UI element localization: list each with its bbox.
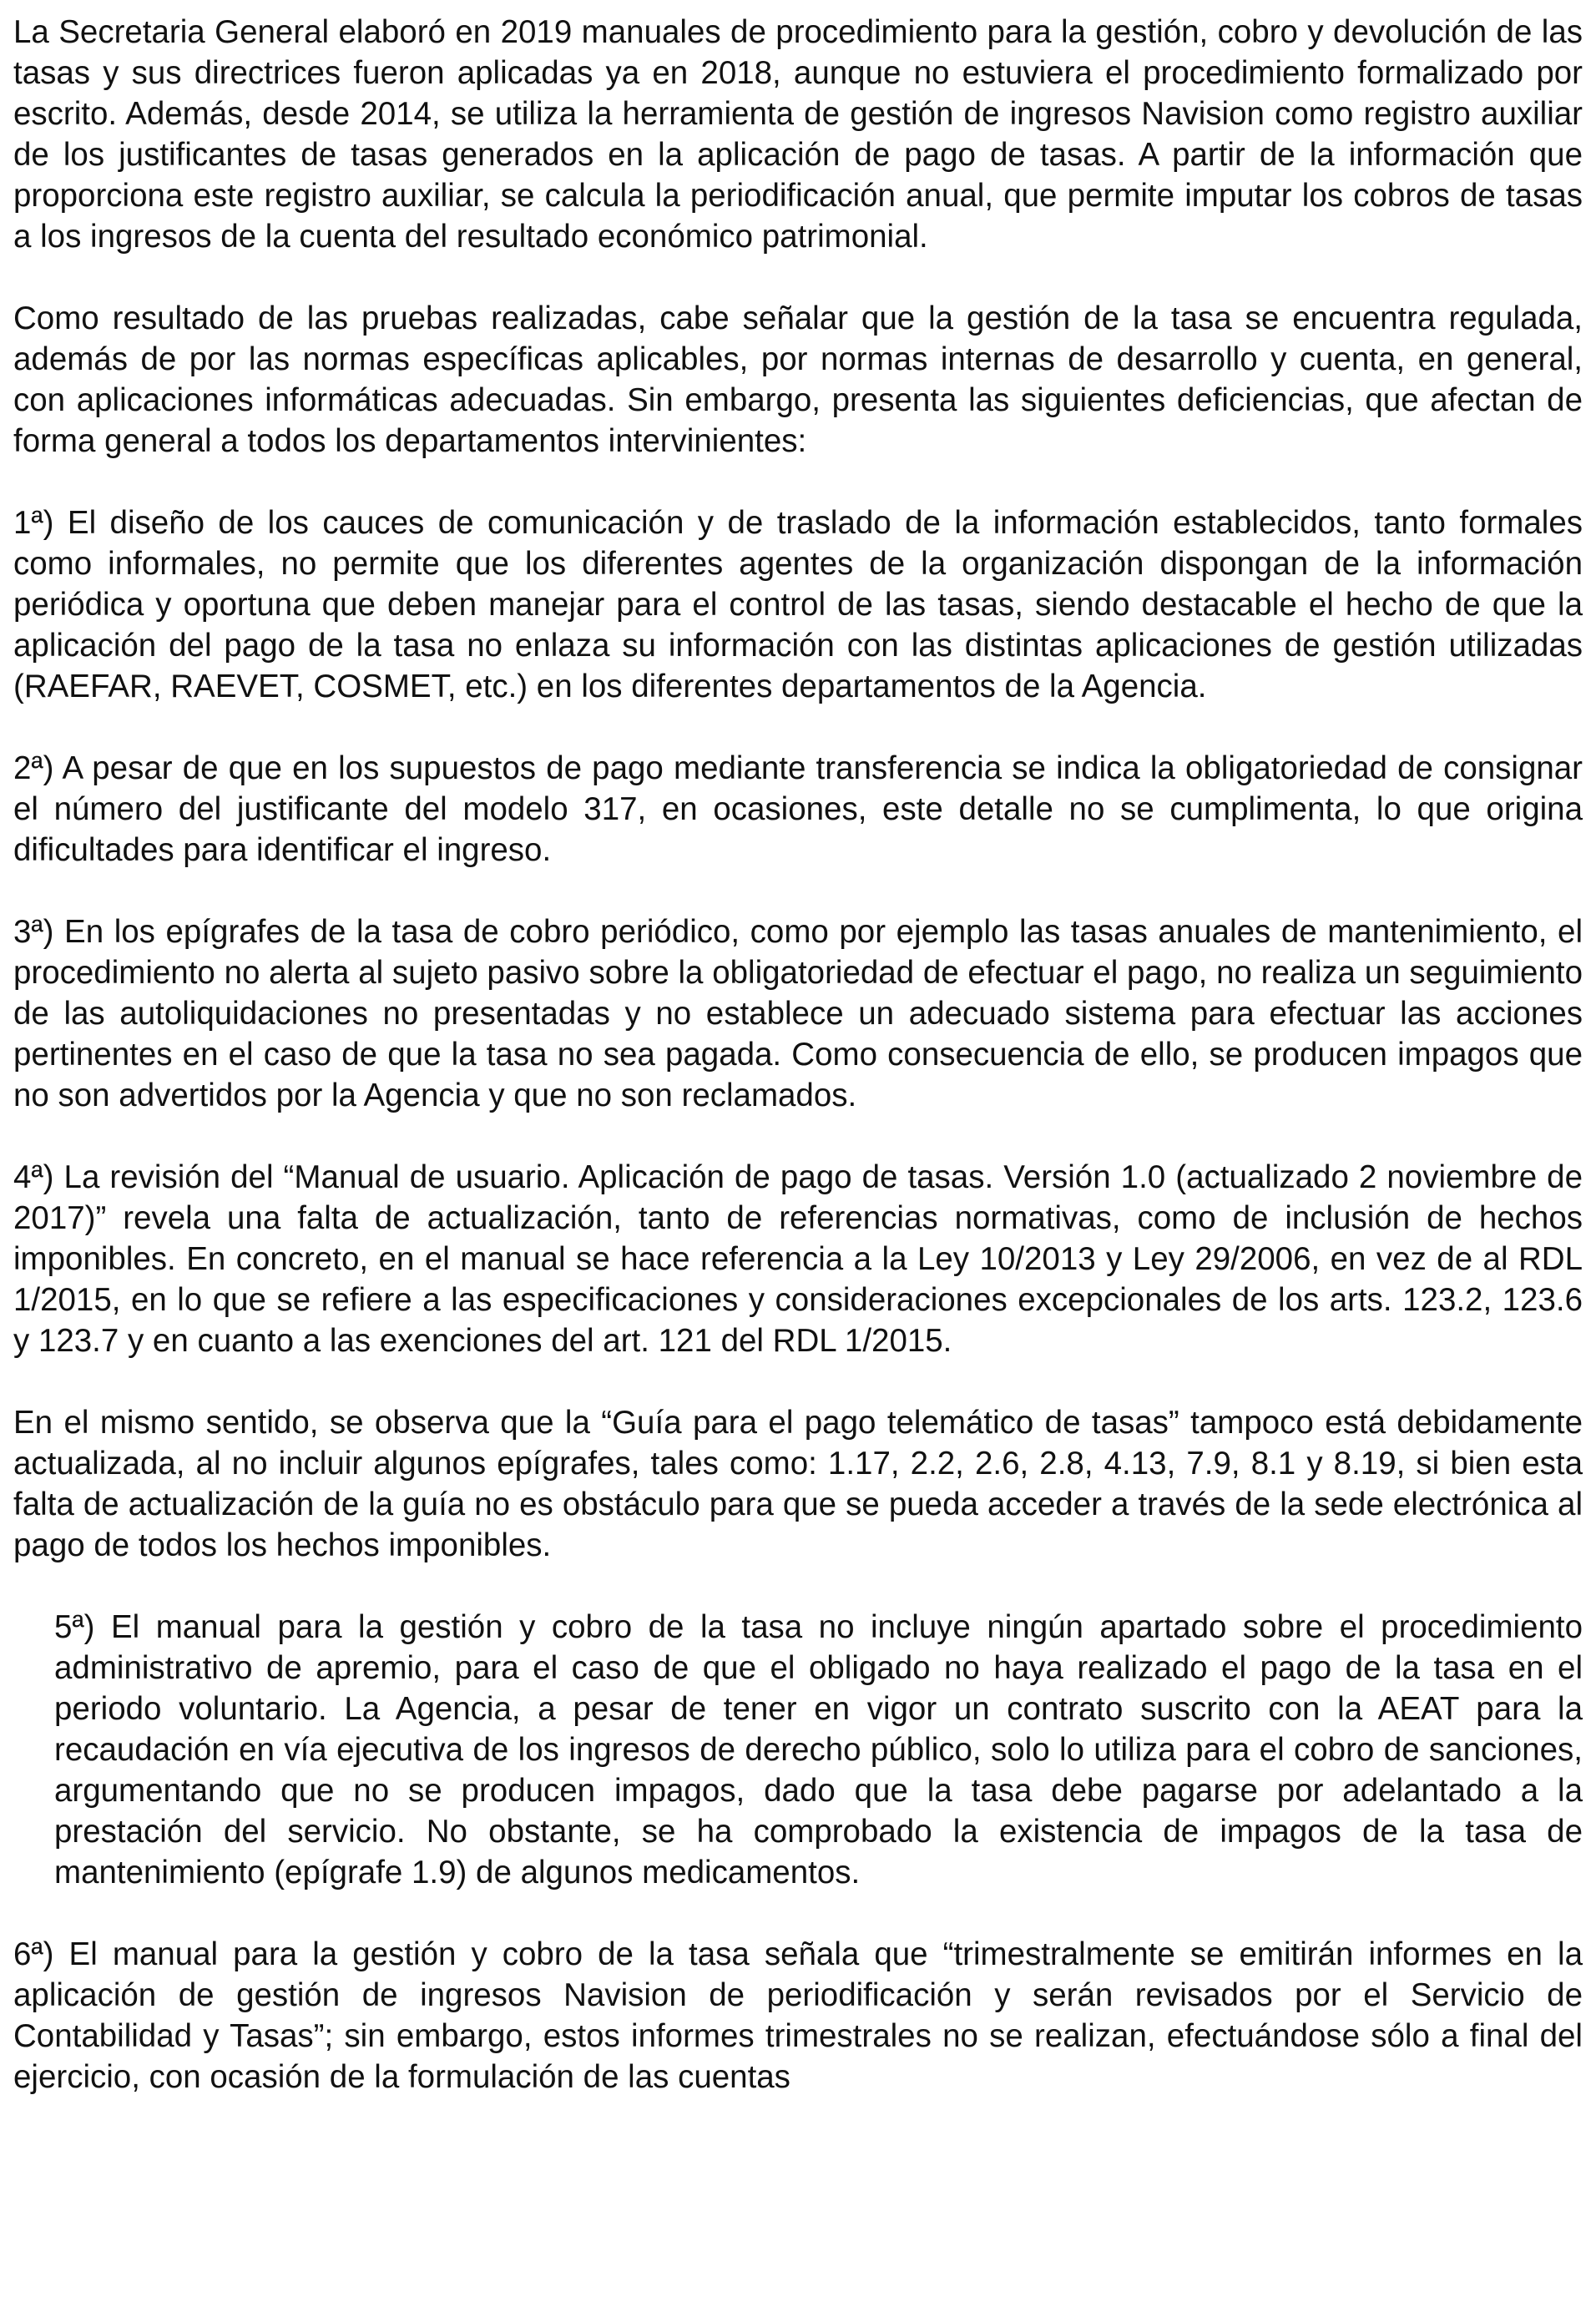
paragraph-deficiencia-2: 2ª) A pesar de que en los supuestos de pago mediante transferencia se indica la obligatoriedad de consignar el número del justificante del modelo 317, en ocasiones, este detalle no se cumplimenta, lo que origina dificultades para identificar el ingreso. [13, 750, 1583, 868]
paragraph-resultado-pruebas: Como resultado de las pruebas realizadas, cabe señalar que la gestión de la tasa se encuentra regulada, además de por las normas específicas aplicables, por normas internas de desarrollo y cuenta, en general, con aplicaciones informáticas adecuadas. Sin embargo, presenta las siguientes deficiencias, que afectan de forma general a todos los departamentos intervinientes: [13, 300, 1583, 459]
paragraph-deficiencia-6: 6ª) El manual para la gestión y cobro de la tasa señala que “trimestralmente se emitirán informes en la aplicación de gestión de ingresos Navision de periodificación y serán revisados por el Servicio de Contabilidad y Tasas”; sin embargo, estos informes trimestrales no se realizan, efectuándose sólo a final del ejercicio, con ocasión de la formulación de las cuentas [13, 1936, 1583, 2095]
paragraph-deficiencia-5: 5ª) El manual para la gestión y cobro de la tasa no incluye ningún apartado sobre el procedimiento administrativo de apremio, para el caso de que el obligado no haya realizado el pago de la tasa en el periodo voluntario. La Agencia, a pesar de tener en vigor un contrato suscrito con la AEAT para la recaudación en vía ejecutiva de los ingresos de derecho público, solo lo utiliza para el cobro de sanciones, argumentando que no se producen impagos, dado que la tasa debe pagarse por adelantado a la prestación del servicio. No obstante, se ha comprobado la existencia de impagos de la tasa de mantenimiento (epígrafe 1.9) de algunos medicamentos. [54, 1609, 1583, 1890]
paragraph-guia-pago: En el mismo sentido, se observa que la “Guía para el pago telemático de tasas” tampoco está debidamente actualizada, al no incluir algunos epígrafes, tales como: 1.17, 2.2, 2.6, 2.8, 4.13, 7.9, 8.1 y 8.19, si bien esta falta de actualización de la guía no es obstáculo para que se pueda acceder a través de la sede electrónica al pago de todos los hechos imponibles. [13, 1405, 1583, 1563]
paragraph-deficiencia-4: 4ª) La revisión del “Manual de usuario. Aplicación de pago de tasas. Versión 1.0 (actualizado 2 noviembre de 2017)” revela una falta de actualización, tanto de referencias normativas, como de inclusión de hechos imponibles. En concreto, en el manual se hace referencia a la Ley 10/2013 y Ley 29/2006, en vez de al RDL 1/2015, en lo que se refiere a las especificaciones y consideraciones excepcionales de los arts. 123.2, 123.6 y 123.7 y en cuanto a las exenciones del art. 121 del RDL 1/2015. [13, 1159, 1583, 1359]
document-page [13, 12, 1583, 2097]
paragraph-deficiencia-1: 1ª) El diseño de los cauces de comunicación y de traslado de la información establecidos, tanto formales como informales, no permite que los diferentes agentes de la organización dispongan de la información periódica y oportuna que deben manejar para el control de las tasas, siendo destacable el hecho de que la aplicación del pago de la tasa no enlaza su información con las distintas aplicaciones de gestión utilizadas (RAEFAR, RAEVET, COSMET, etc.) en los diferentes departamentos de la Agencia. [13, 505, 1583, 704]
paragraph-intro-manuales: La Secretaria General elaboró en 2019 manuales de procedimiento para la gestión, cobro y devolución de las tasas y sus directrices fueron aplicadas ya en 2018, aunque no estuviera el procedimiento formalizado por escrito. Además, desde 2014, se utiliza la herramienta de gestión de ingresos Navision como registro auxiliar de los justificantes de tasas generados en la aplicación de pago de tasas. A partir de la información que proporciona este registro auxiliar, se calcula la periodificación anual, que permite imputar los cobros de tasas a los ingresos de la cuenta del resultado económico patrimonial. [13, 14, 1583, 255]
paragraph-deficiencia-3: 3ª) En los epígrafes de la tasa de cobro periódico, como por ejemplo las tasas anuales de mantenimiento, el procedimiento no alerta al sujeto pasivo sobre la obligatoriedad de efectuar el pago, no realiza un seguimiento de las autoliquidaciones no presentadas y no establece un adecuado sistema para efectuar las acciones pertinentes en el caso de que la tasa no sea pagada. Como consecuencia de ello, se producen impagos que no son advertidos por la Agencia y que no son reclamados. [13, 914, 1583, 1113]
